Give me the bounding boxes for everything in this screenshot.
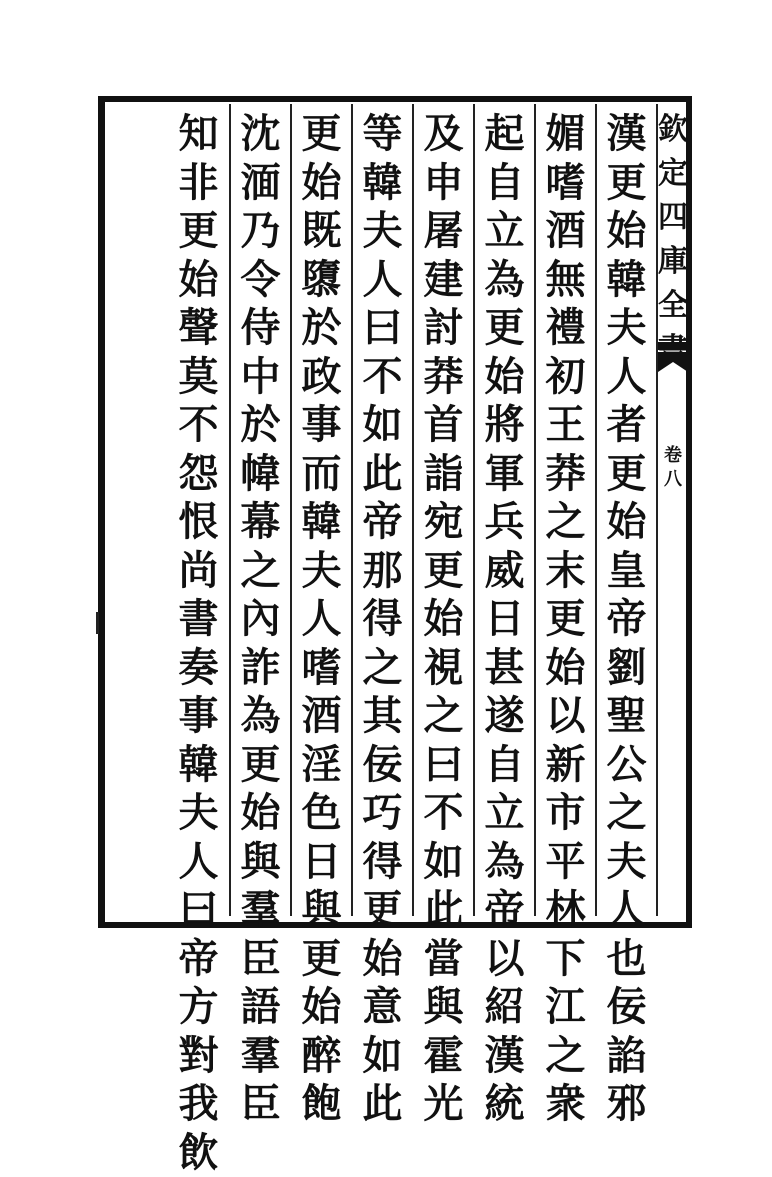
text-column-char: 酒	[298, 692, 346, 741]
text-column-char: 更	[175, 207, 223, 256]
text-column-char: 帝	[481, 886, 529, 935]
text-column-char: 之	[420, 692, 468, 741]
volume-label-char: 八	[664, 468, 682, 492]
text-column-char: 申	[420, 159, 468, 208]
text-column-char: 討	[420, 304, 468, 353]
text-column-char: 更	[481, 304, 529, 353]
text-column-char: 如	[359, 401, 407, 450]
text-column-char: 始	[542, 644, 590, 693]
text-column-char: 酒	[542, 207, 590, 256]
text-column-char: 與	[298, 886, 346, 935]
text-column-char: 巧	[359, 789, 407, 838]
text-column-char: 莫	[175, 353, 223, 402]
text-column-char: 自	[481, 741, 529, 790]
text-column-char: 人	[603, 886, 651, 935]
text-column-char: 沈	[237, 110, 285, 159]
book-title-char: 全	[658, 284, 688, 328]
text-column-char: 更	[542, 595, 590, 644]
text-column-char: 江	[542, 983, 590, 1032]
text-column-char: 乃	[237, 207, 285, 256]
text-column-char: 將	[481, 401, 529, 450]
text-column-char: 如	[420, 838, 468, 887]
text-column-char: 之	[542, 498, 590, 547]
text-column-char: 霍	[420, 1032, 468, 1081]
text-column-char: 初	[542, 353, 590, 402]
volume-label-char: 卷	[664, 444, 682, 468]
text-column-char: 人	[175, 838, 223, 887]
text-column-char: 劉	[603, 644, 651, 693]
text-column-char: 統	[481, 1080, 529, 1129]
text-column	[351, 104, 412, 916]
text-column-char: 帝	[603, 595, 651, 644]
text-column-char: 始	[420, 595, 468, 644]
text-column-char: 既	[298, 207, 346, 256]
text-column-char: 中	[237, 353, 285, 402]
text-column-char: 自	[481, 159, 529, 208]
text-column-char: 起	[481, 110, 529, 159]
text-column-char: 之	[359, 644, 407, 693]
text-column-char: 奏	[175, 644, 223, 693]
text-column	[412, 104, 473, 916]
text-column-char: 佞	[603, 983, 651, 1032]
text-column-char: 人	[359, 256, 407, 305]
text-column-char: 莽	[420, 353, 468, 402]
text-column-char: 怨	[175, 450, 223, 499]
text-column-char: 為	[481, 256, 529, 305]
text-column-char: 市	[542, 789, 590, 838]
text-column-char: 帝	[359, 498, 407, 547]
text-column-char: 與	[420, 983, 468, 1032]
text-column-char: 邪	[603, 1080, 651, 1129]
text-column-char: 那	[359, 547, 407, 596]
text-column-char: 更	[420, 547, 468, 596]
text-column-char: 平	[542, 838, 590, 887]
text-column-char: 等	[359, 110, 407, 159]
text-column-char: 韓	[175, 741, 223, 790]
text-column-char: 知	[175, 110, 223, 159]
text-column-char: 甚	[481, 644, 529, 693]
text-column-char: 而	[298, 450, 346, 499]
scan-edge-mark	[96, 612, 99, 634]
text-column-char: 此	[359, 1080, 407, 1129]
text-column-char: 之	[237, 547, 285, 596]
text-column	[290, 104, 351, 916]
text-column-char: 淫	[298, 741, 346, 790]
text-column-char: 其	[359, 692, 407, 741]
text-column-char: 莽	[542, 450, 590, 499]
text-column-char: 曰	[420, 741, 468, 790]
text-column-char: 人	[603, 353, 651, 402]
text-column-char: 帝	[175, 935, 223, 984]
text-column	[595, 104, 656, 916]
text-column-char: 隳	[298, 256, 346, 305]
text-column-char: 夫	[298, 547, 346, 596]
text-column-char: 日	[481, 595, 529, 644]
text-column-char: 更	[603, 450, 651, 499]
text-column-char: 以	[542, 692, 590, 741]
text-column-char: 媚	[542, 110, 590, 159]
text-column-char: 聲	[175, 304, 223, 353]
text-column-char: 方	[175, 983, 223, 1032]
text-column-char: 王	[542, 401, 590, 450]
text-column-char: 醉	[298, 1032, 346, 1081]
text-column-char: 得	[359, 595, 407, 644]
text-column-char: 曰	[175, 886, 223, 935]
text-column-char: 更	[359, 886, 407, 935]
book-title-char: 欽	[658, 108, 688, 152]
text-column-char: 事	[298, 401, 346, 450]
text-column-char: 也	[603, 935, 651, 984]
text-column-char: 更	[603, 159, 651, 208]
text-column-char: 書	[175, 595, 223, 644]
fish-tail-ornament	[658, 342, 688, 376]
text-column-char: 事	[175, 692, 223, 741]
text-column-char: 始	[603, 207, 651, 256]
text-column-char: 無	[542, 256, 590, 305]
text-column-char: 之	[603, 789, 651, 838]
text-column-char: 始	[481, 353, 529, 402]
text-column-char: 政	[298, 353, 346, 402]
text-column-char: 羣	[237, 1032, 285, 1081]
book-title-char: 定	[658, 152, 688, 196]
text-column-char: 下	[542, 935, 590, 984]
text-columns	[108, 104, 656, 916]
text-column-char: 不	[175, 401, 223, 450]
text-column	[229, 104, 290, 916]
text-column	[534, 104, 595, 916]
text-column-char: 日	[298, 838, 346, 887]
text-column-char: 光	[420, 1080, 468, 1129]
book-title-char: 四	[658, 196, 688, 240]
text-column-char: 嗜	[298, 644, 346, 693]
text-column-char: 此	[359, 450, 407, 499]
book-title	[658, 108, 688, 372]
text-column-char: 立	[481, 789, 529, 838]
text-column-char: 宛	[420, 498, 468, 547]
text-column-char: 林	[542, 886, 590, 935]
text-column-char: 內	[237, 595, 285, 644]
text-column-char: 始	[298, 159, 346, 208]
text-column-char: 與	[237, 838, 285, 887]
text-column-char: 侍	[237, 304, 285, 353]
text-column-char: 韓	[359, 159, 407, 208]
text-column-char: 衆	[542, 1080, 590, 1129]
text-column-char: 公	[603, 741, 651, 790]
text-column-char: 始	[237, 789, 285, 838]
text-column-char: 夫	[603, 838, 651, 887]
text-column-char: 意	[359, 983, 407, 1032]
text-column-char: 之	[542, 1032, 590, 1081]
text-column-char: 曰	[359, 304, 407, 353]
text-column-char: 恨	[175, 498, 223, 547]
text-column-char: 臣	[237, 1080, 285, 1129]
text-column-char: 於	[237, 401, 285, 450]
text-column-char: 羣	[237, 886, 285, 935]
text-column-char: 不	[359, 353, 407, 402]
text-column-char: 飲	[175, 1129, 223, 1177]
text-column-char: 屠	[420, 207, 468, 256]
text-column-char: 得	[359, 838, 407, 887]
margin-strip	[656, 104, 688, 916]
text-column-char: 夫	[175, 789, 223, 838]
text-column-char: 為	[237, 692, 285, 741]
text-column-char: 色	[298, 789, 346, 838]
text-column-char: 嗜	[542, 159, 590, 208]
text-column-char: 新	[542, 741, 590, 790]
text-column-char: 此	[420, 886, 468, 935]
text-column-char: 我	[175, 1080, 223, 1129]
text-column-char: 末	[542, 547, 590, 596]
text-column-char: 軍	[481, 450, 529, 499]
text-column-char: 始	[298, 983, 346, 1032]
text-column-char: 湎	[237, 159, 285, 208]
text-column-char: 於	[298, 304, 346, 353]
text-column-char: 臣	[237, 935, 285, 984]
text-column-char: 幕	[237, 498, 285, 547]
text-column-char: 皇	[603, 547, 651, 596]
text-column-char: 威	[481, 547, 529, 596]
text-column-char: 紹	[481, 983, 529, 1032]
text-column-char: 更	[298, 110, 346, 159]
book-title-char: 庫	[658, 240, 688, 284]
text-column-char: 韓	[603, 256, 651, 305]
volume-label	[660, 444, 686, 492]
text-column-char: 語	[237, 983, 285, 1032]
text-column-char: 對	[175, 1032, 223, 1081]
text-column-char: 漢	[603, 110, 651, 159]
text-column-char: 諂	[603, 1032, 651, 1081]
text-column-char: 夫	[359, 207, 407, 256]
text-column-char: 韓	[298, 498, 346, 547]
text-column-char: 為	[481, 838, 529, 887]
text-column-char: 始	[359, 935, 407, 984]
text-column-char: 視	[420, 644, 468, 693]
text-column-char: 及	[420, 110, 468, 159]
text-column-char: 立	[481, 207, 529, 256]
text-column-char: 非	[175, 159, 223, 208]
text-column-char: 人	[298, 595, 346, 644]
text-column-char: 更	[298, 935, 346, 984]
text-column	[473, 104, 534, 916]
text-column-char: 飽	[298, 1080, 346, 1129]
text-column-char: 兵	[481, 498, 529, 547]
text-column-char: 建	[420, 256, 468, 305]
text-column-char: 令	[237, 256, 285, 305]
text-column-char: 幃	[237, 450, 285, 499]
text-column-char: 始	[175, 256, 223, 305]
text-column-char: 當	[420, 935, 468, 984]
text-column-char: 詣	[420, 450, 468, 499]
text-column	[168, 104, 229, 916]
text-column-char: 始	[603, 498, 651, 547]
text-column-char: 者	[603, 401, 651, 450]
text-column-char: 佞	[359, 741, 407, 790]
text-column-char: 夫	[603, 304, 651, 353]
text-column-char: 首	[420, 401, 468, 450]
text-column-char: 以	[481, 935, 529, 984]
text-column-char: 更	[237, 741, 285, 790]
text-column-char: 禮	[542, 304, 590, 353]
text-column-char: 不	[420, 789, 468, 838]
text-column-char: 詐	[237, 644, 285, 693]
text-column-char: 尚	[175, 547, 223, 596]
text-column-char: 如	[359, 1032, 407, 1081]
text-column-char: 遂	[481, 692, 529, 741]
text-column-char: 漢	[481, 1032, 529, 1081]
text-column-char: 聖	[603, 692, 651, 741]
